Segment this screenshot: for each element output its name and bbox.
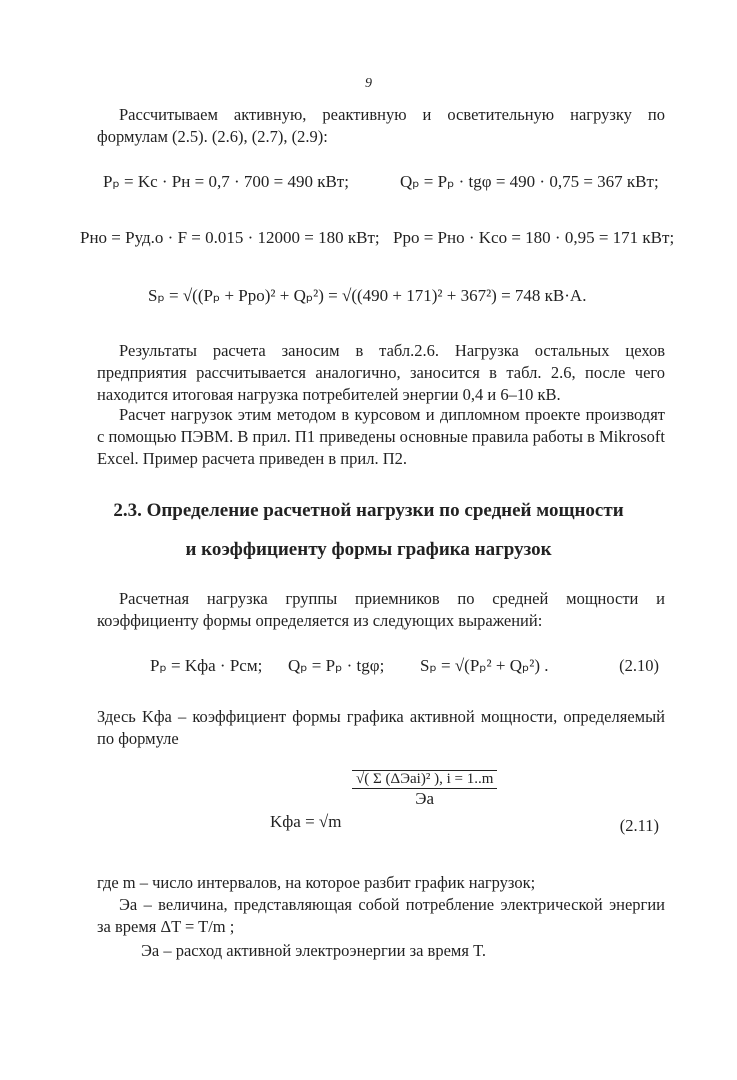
paragraph-results: Результаты расчета заносим в табл.2.6. Нагрузка остальных цехов предприятия рассчитывается аналогично, заносится в табл. 2.6, после чего находится итоговая нагрузка потребителей энергии 0,4 и 6–10 кВ. bbox=[97, 341, 665, 404]
formula-apparent-sqrt: Sₚ = √(Pₚ² + Qₚ²) . bbox=[420, 656, 549, 675]
paragraph-method: Расчетная нагрузка группы приемников по средней мощности и коэффициенту формы определяется из следующих выражений: bbox=[97, 589, 665, 630]
formula-load-kfa: Pₚ = Kфа · Pсм; bbox=[150, 656, 263, 675]
paragraph-computer: Расчет нагрузок этим методом в курсовом и дипломном проекте производят с помощью ПЭВМ. В прил. П1 приведены основные правила работы в Mikrosoft Excel. Пример расчета приведен в прил. П2. bbox=[97, 405, 665, 468]
formula-lighting-installed: Pно = Pуд.о · F = 0.015 · 12000 = 180 кВт; bbox=[80, 228, 380, 247]
formula-form-factor-left: Kфа = √m bbox=[270, 812, 342, 831]
formula-reactive-load: Qₚ = Pₚ · tgφ = 490 · 0,75 = 367 кВт; bbox=[400, 172, 659, 191]
formula-lighting-load: Pро = Pно · Kсо = 180 · 0,95 = 171 кВт; bbox=[393, 228, 675, 247]
definition-active-energy: Эа – расход активной электроэнергии за время T. bbox=[141, 941, 487, 960]
formula-active-load: Pₚ = Kс · Pн = 0,7 · 700 = 490 кВт; bbox=[103, 172, 349, 191]
fraction-denominator: Эа bbox=[415, 789, 435, 808]
formula-form-factor-fraction bbox=[352, 770, 497, 809]
page-number: 9 bbox=[365, 76, 372, 91]
equation-number-2-11: (2.11) bbox=[619, 816, 659, 835]
section-heading-line2: и коэффициенту формы графика нагрузок bbox=[185, 539, 552, 560]
section-heading-line1: 2.3. Определение расчетной нагрузки по средней мощности bbox=[113, 500, 624, 521]
formula-apparent-power: Sₚ = √((Pₚ + Pро)² + Qₚ²) = √((490 + 171)² + 367²) = 748 кВ·А. bbox=[148, 286, 587, 305]
paragraph-intro: Рассчитываем активную, реактивную и осветительную нагрузку по формулам (2.5). (2.6), (2.7), (2.9): bbox=[97, 105, 665, 146]
definition-m: где m – число интервалов, на которое разбит график нагрузок; bbox=[97, 873, 536, 892]
formula-reactive-tg: Qₚ = Pₚ · tgφ; bbox=[288, 656, 385, 675]
paragraph-form-factor: Здесь Kфа – коэффициент формы графика активной мощности, определяемый по формуле bbox=[97, 707, 665, 748]
equation-number-2-10: (2.10) bbox=[619, 656, 659, 675]
fraction-numerator: √( Σ (ΔЭai)² ), i = 1..m bbox=[352, 770, 497, 789]
definition-delta-energy: Эа – величина, представляющая собой потребление электрической энергии за время ΔT = T/m ; bbox=[97, 895, 665, 936]
